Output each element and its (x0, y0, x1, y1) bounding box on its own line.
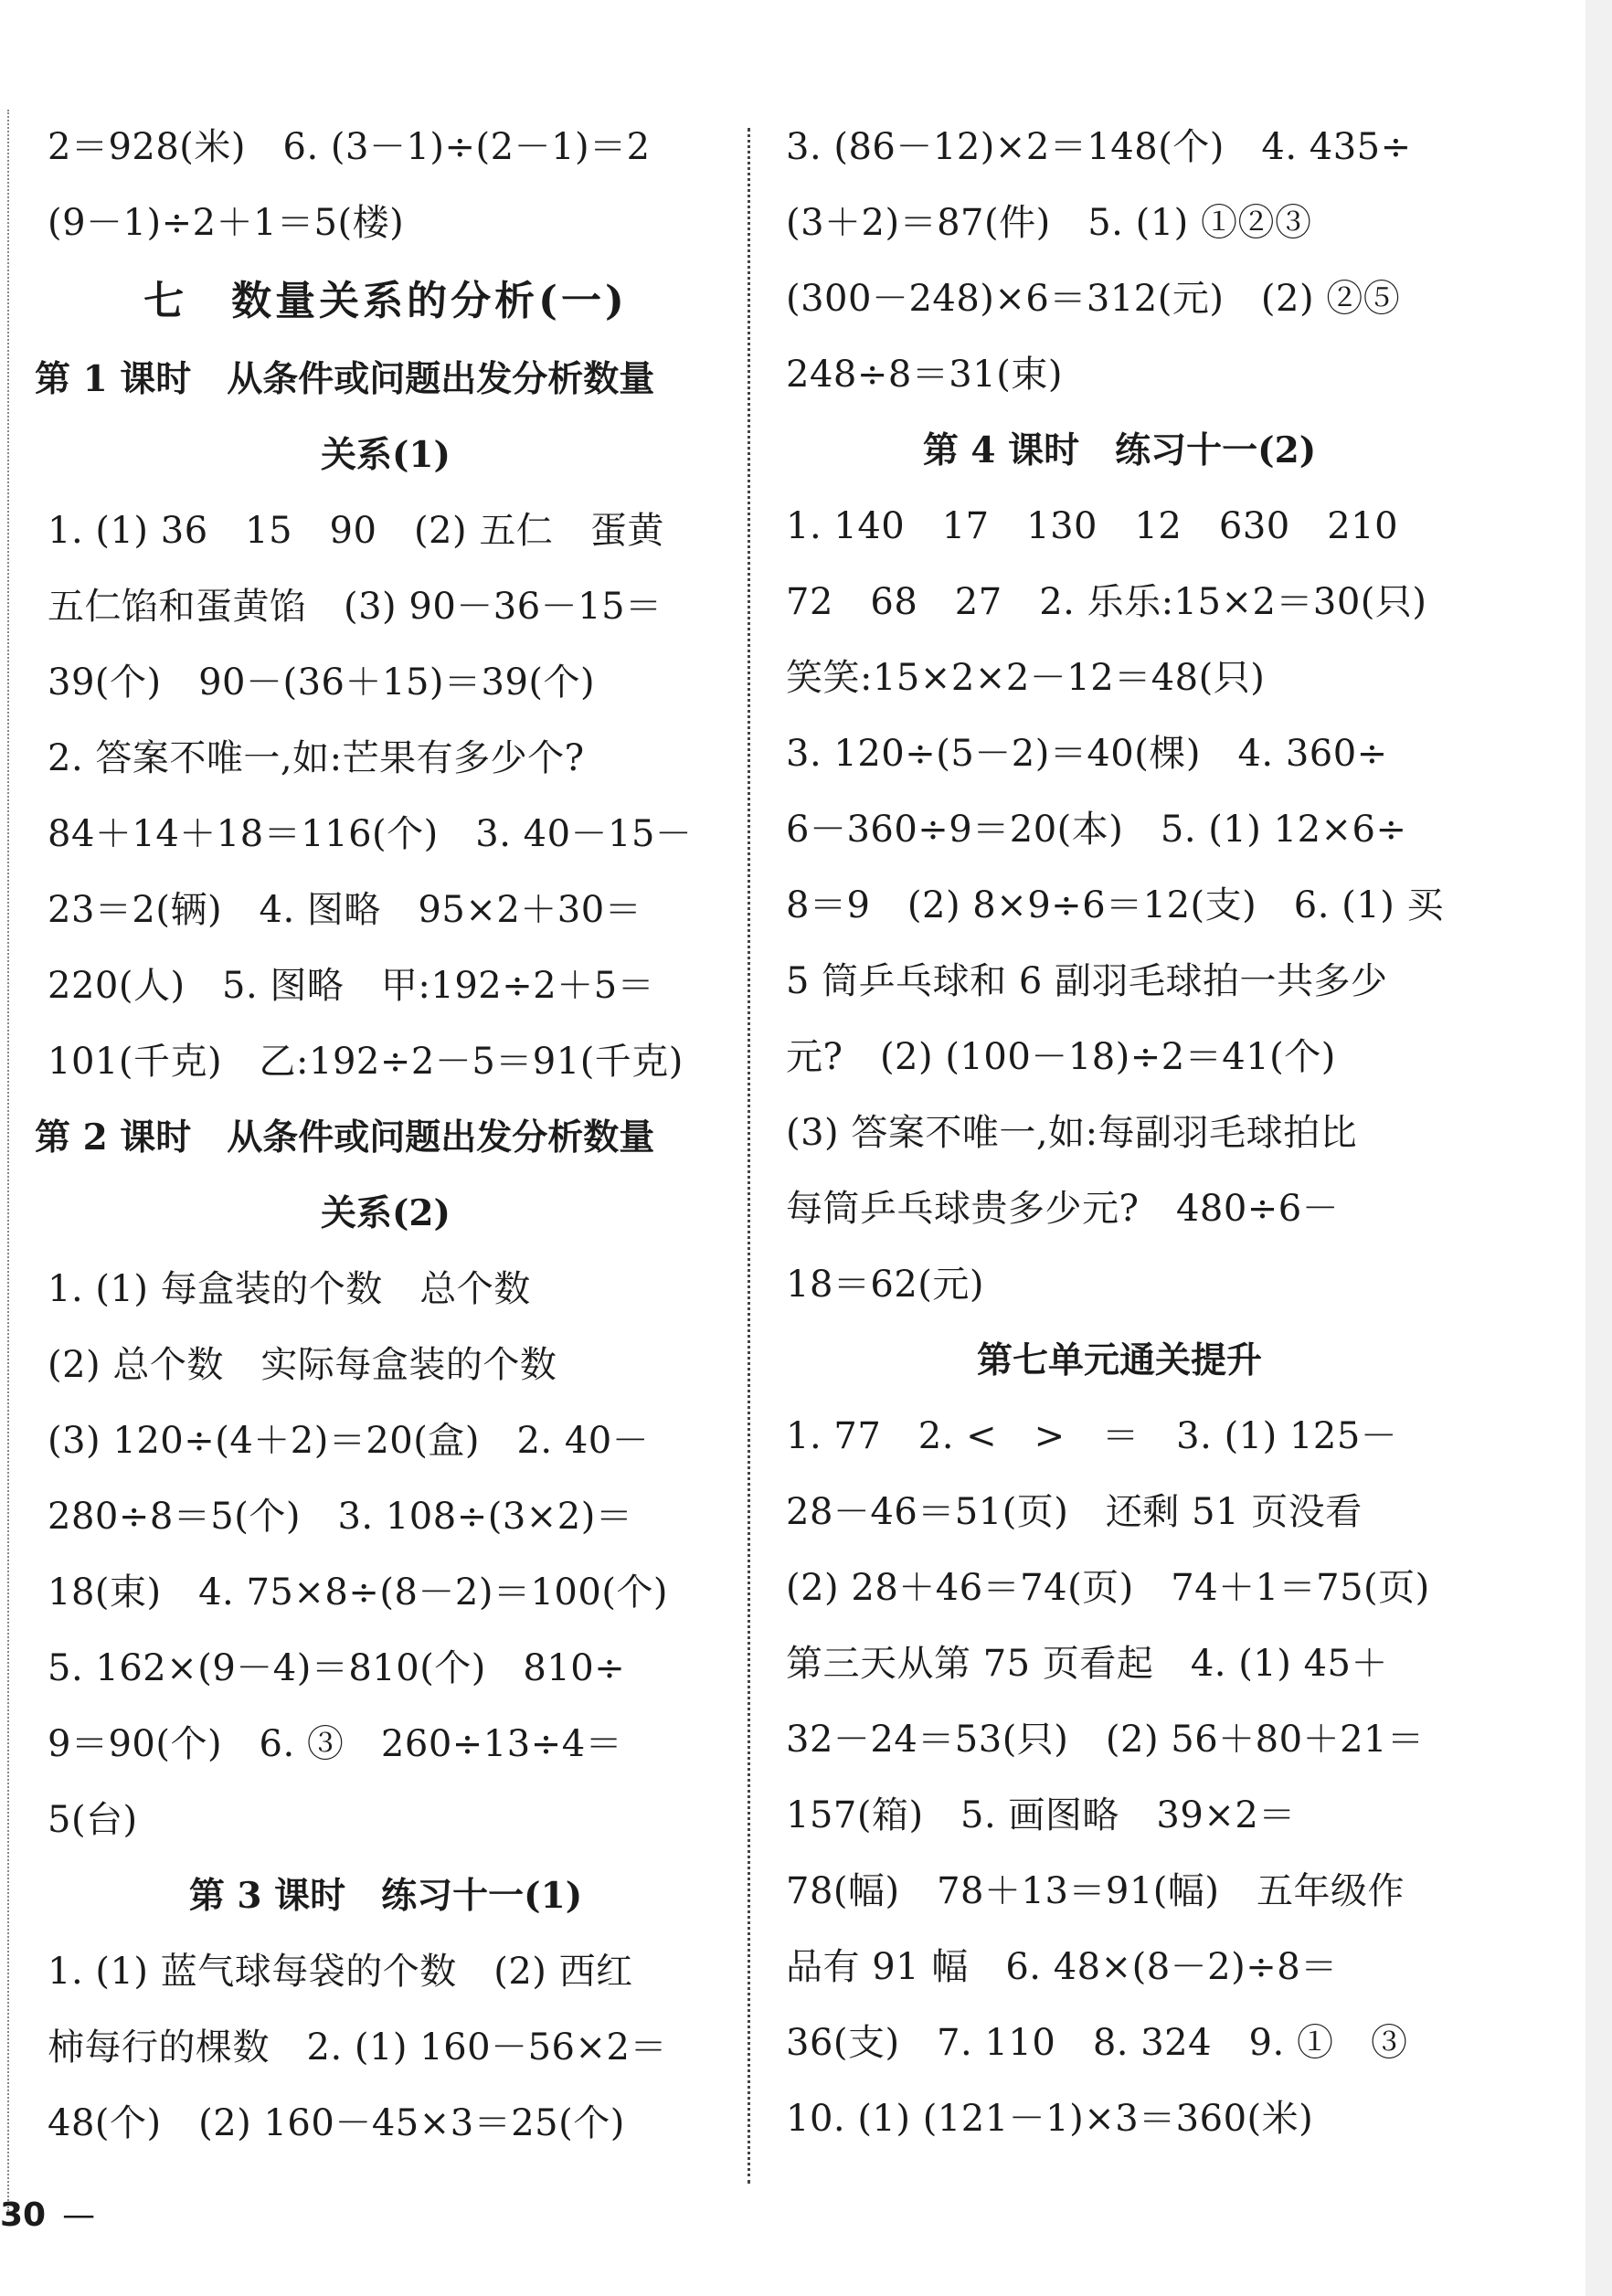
answer-line: 品有 91 幅 6. 48×(8－2)÷8＝ (786, 1946, 1338, 1988)
answer-line: 1. (1) 36 15 90 (2) 五仁 蛋黄 (48, 510, 664, 552)
answer-line: 1. 77 2. < > ＝ 3. (1) 125－ (786, 1415, 1398, 1457)
answer-line: 101(千克) 乙:192÷2－5＝91(千克) (48, 1041, 684, 1083)
left-column (35, 110, 724, 2162)
answer-line: 157(箱) 5. 画图略 39×2＝ (786, 1794, 1296, 1836)
answer-line: (2) 总个数 实际每盒装的个数 (48, 1344, 557, 1386)
answer-line: (2) 28＋46＝74(页) 74＋1＝75(页) (786, 1567, 1430, 1609)
footer-dash: — (62, 2196, 96, 2234)
answer-line: 280÷8＝5(个) 3. 108÷(3×2)＝ (48, 1496, 633, 1538)
answer-line: 每筒乒乓球贵多少元? 480÷6－ (786, 1188, 1340, 1230)
answer-line: 36(支) 7. 110 8. 324 9. ① ③ (786, 2022, 1408, 2064)
answer-line: 5(台) (48, 1799, 138, 1841)
answer-line: 1. 140 17 130 12 630 210 (786, 505, 1399, 547)
answer-line: (3) 120÷(4＋2)＝20(盒) 2. 40－ (48, 1420, 650, 1462)
answer-line: (3) 答案不唯一,如:每副羽毛球拍比 (786, 1112, 1358, 1154)
column-divider (748, 128, 750, 2184)
answer-line: 39(个) 90－(36＋15)＝39(个) (48, 661, 596, 704)
section-heading: 七 数量关系的分析(一) (143, 278, 628, 324)
answer-line: 五仁馅和蛋黄馅 (3) 90－36－15＝ (48, 586, 663, 628)
answer-line: 5. 162×(9－4)＝810(个) 810÷ (48, 1647, 626, 1689)
answer-line: 3. (86－12)×2＝148(个) 4. 435÷ (786, 126, 1412, 168)
answer-line: 84＋14＋18＝116(个) 3. 40－15－ (48, 813, 693, 855)
answer-line: 48(个) (2) 160－45×3＝25(个) (48, 2102, 625, 2144)
answer-line: 3. 120÷(5－2)＝40(棵) 4. 360÷ (786, 733, 1388, 775)
answer-line: 笑笑:15×2×2－12＝48(只) (786, 657, 1266, 699)
answer-line: 2＝928(米) 6. (3－1)÷(2－1)＝2 (48, 126, 651, 168)
answer-line: 柿每行的棵数 2. (1) 160－56×2＝ (48, 2026, 667, 2069)
answer-line: 248÷8＝31(束) (786, 354, 1063, 396)
right-column (786, 110, 1453, 2157)
answer-line: 8＝9 (2) 8×9÷6＝12(支) 6. (1) 买 (786, 884, 1445, 926)
lesson-heading: 第七单元通关提升 (976, 1339, 1262, 1381)
lesson-heading: 关系(1) (320, 434, 451, 476)
answer-line: 2. 答案不唯一,如:芒果有多少个? (48, 737, 585, 779)
lesson-heading: 第 3 课时 练习十一(1) (188, 1875, 583, 1917)
answer-line: 5 筒乒乓球和 6 副羽毛球拍一共多少 (786, 960, 1388, 1002)
answer-line: 1. (1) 每盒装的个数 总个数 (48, 1268, 531, 1310)
answer-line: 72 68 27 2. 乐乐:15×2＝30(只) (786, 581, 1427, 623)
page-edge-shadow (1585, 0, 1612, 2296)
answer-line: 6－360÷9＝20(本) 5. (1) 12×6÷ (786, 809, 1407, 851)
answer-line: 元? (2) (100－18)÷2＝41(个) (786, 1036, 1336, 1078)
binding-edge-mark (7, 110, 9, 2211)
answer-line: 第三天从第 75 页看起 4. (1) 45＋ (786, 1643, 1388, 1685)
answer-line: 18＝62(元) (786, 1264, 985, 1306)
answer-line: 10. (1) (121－1)×3＝360(米) (786, 2098, 1314, 2140)
page-number: 30 (0, 2196, 47, 2234)
answer-line: (300－248)×6＝312(元) (2) ②⑤ (786, 278, 1401, 320)
page-footer (0, 2188, 95, 2243)
answer-line: (9－1)÷2＋1＝5(楼) (48, 202, 405, 244)
answer-line: 32－24＝53(只) (2) 56＋80＋21＝ (786, 1719, 1425, 1761)
answer-line: 220(人) 5. 图略 甲:192÷2＋5＝ (48, 965, 655, 1007)
answer-line: 9＝90(个) 6. ③ 260÷13÷4＝ (48, 1723, 623, 1765)
lesson-heading: 第 1 课时 从条件或问题出发分析数量 (35, 358, 655, 400)
lesson-heading: 第 2 课时 从条件或问题出发分析数量 (35, 1116, 655, 1159)
lesson-heading: 第 4 课时 练习十一(2) (922, 429, 1317, 471)
answer-line: 18(束) 4. 75×8÷(8－2)＝100(个) (48, 1571, 669, 1614)
lesson-heading: 关系(2) (320, 1192, 451, 1234)
answer-line: 78(幅) 78＋13＝91(幅) 五年级作 (786, 1870, 1405, 1912)
answer-line: (3＋2)＝87(件) 5. (1) ①②③ (786, 202, 1312, 244)
answer-line: 1. (1) 蓝气球每袋的个数 (2) 西红 (48, 1951, 633, 1993)
answer-line: 23＝2(辆) 4. 图略 95×2＋30＝ (48, 889, 642, 931)
answer-line: 28－46＝51(页) 还剩 51 页没看 (786, 1491, 1363, 1533)
